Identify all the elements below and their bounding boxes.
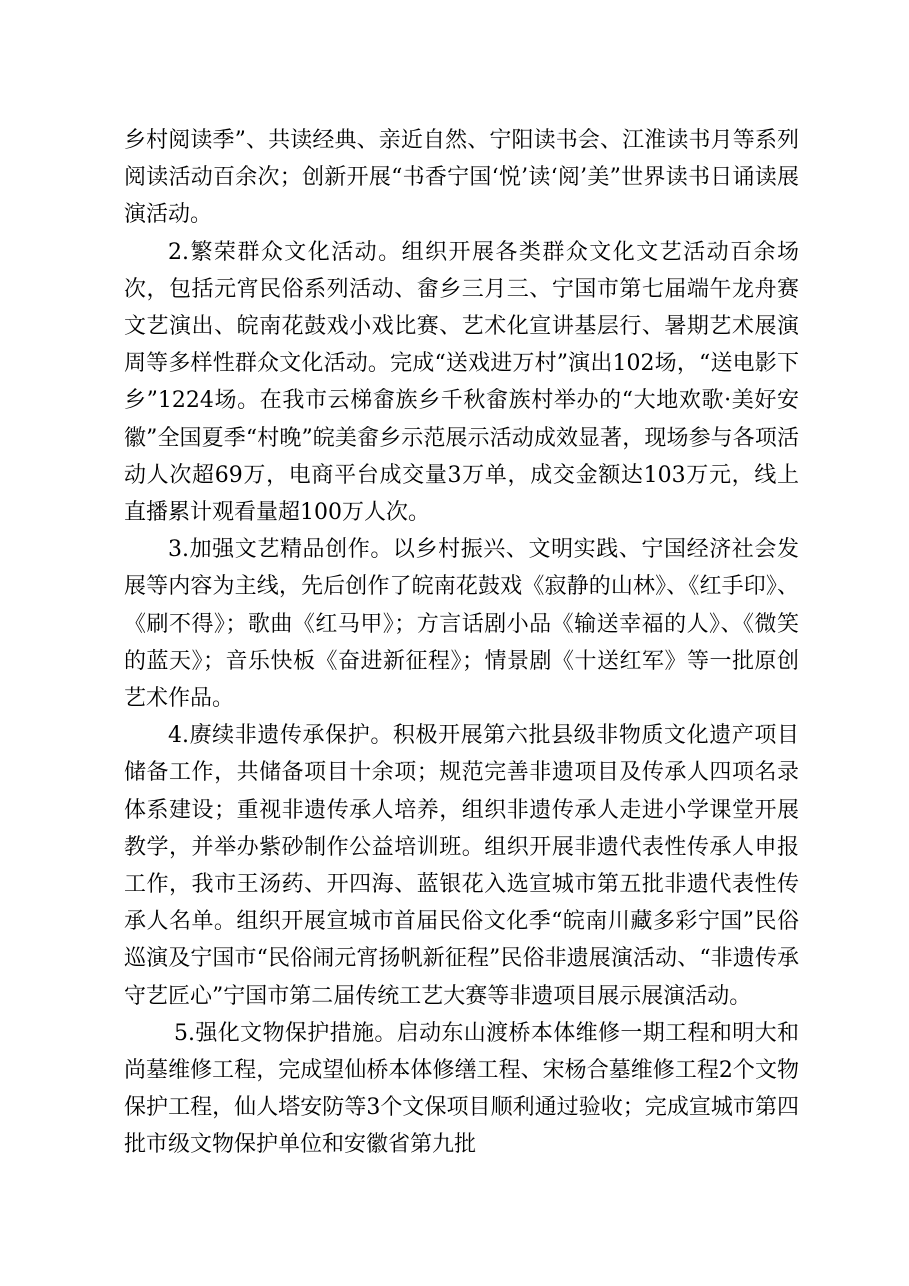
paragraph-relic-protection: 5.强化文物保护措施。启动东山渡桥本体维修一期工程和明大和尚墓维修工程，完成望仙桥本体修缮工程、宋杨合墓维修工程2个文物保护工程，仙人塔安防等3个文保项目顺利通过验收；完成宣城市第四批市级文物保护单位和安徽省第九批 [124,1020,799,1158]
document-page [124,122,799,1164]
paragraph-reading-activities: 乡村阅读季”、共读经典、亲近自然、宁阳读书会、江淮读书月等系列阅读活动百余次；创新开展“书香宁国‘悦’读‘阅’美”世界读书日诵读展演活动。 [124,128,799,228]
paragraph-heritage-protection: 4.赓续非遗传承保护。积极开展第六批县级非物质文化遗产项目储备工作，共储备项目十余项；规范完善非遗项目及传承人四项名录体系建设；重视非遗传承人培养，组织非遗传承人走进小学课堂开展教学，并举办紫砂制作公益培训班。组织开展非遗代表性传承人申报工作，我市王汤药、开四海、蓝银花入选宣城市第五批非遗代表性传承人名单。组织开展宣城市首届民俗文化季“皖南川藏多彩宁国”民俗巡演及宁国市“民俗闹元宵扬帆新征程”民俗非遗展演活动、“非遗传承守艺匠心”宁国市第二届传统工艺大赛等非遗项目展示展演活动。 [124,723,799,1009]
paragraph-art-creation: 3.加强文艺精品创作。以乡村振兴、文明实践、宁国经济社会发展等内容为主线，先后创作了皖南花鼓戏《寂静的山林》、《红手印》、《刷不得》；歌曲《红马甲》；方言话剧小品《输送幸福的人》、《微笑的蓝天》；音乐快板《奋进新征程》；情景剧《十送红军》等一批原创艺术作品。 [124,537,799,712]
paragraph-mass-culture: 2.繁荣群众文化活动。组织开展各类群众文化文艺活动百余场次，包括元宵民俗系列活动、畲乡三月三、宁国市第七届端午龙舟赛文艺演出、皖南花鼓戏小戏比赛、艺术化宣讲基层行、暑期艺术展演周等多样性群众文化活动。完成“送戏进万村”演出102场，“送电影下乡”1224场。在我市云梯畲族乡千秋畲族村举办的“大地欢歌·美好安徽”全国夏季“村晚”皖美畲乡示范展示活动成效显著，现场参与各项活动人次超69万，电商平台成交量3万单，成交金额达103万元，线上直播累计观看量超100万人次。 [124,239,800,526]
